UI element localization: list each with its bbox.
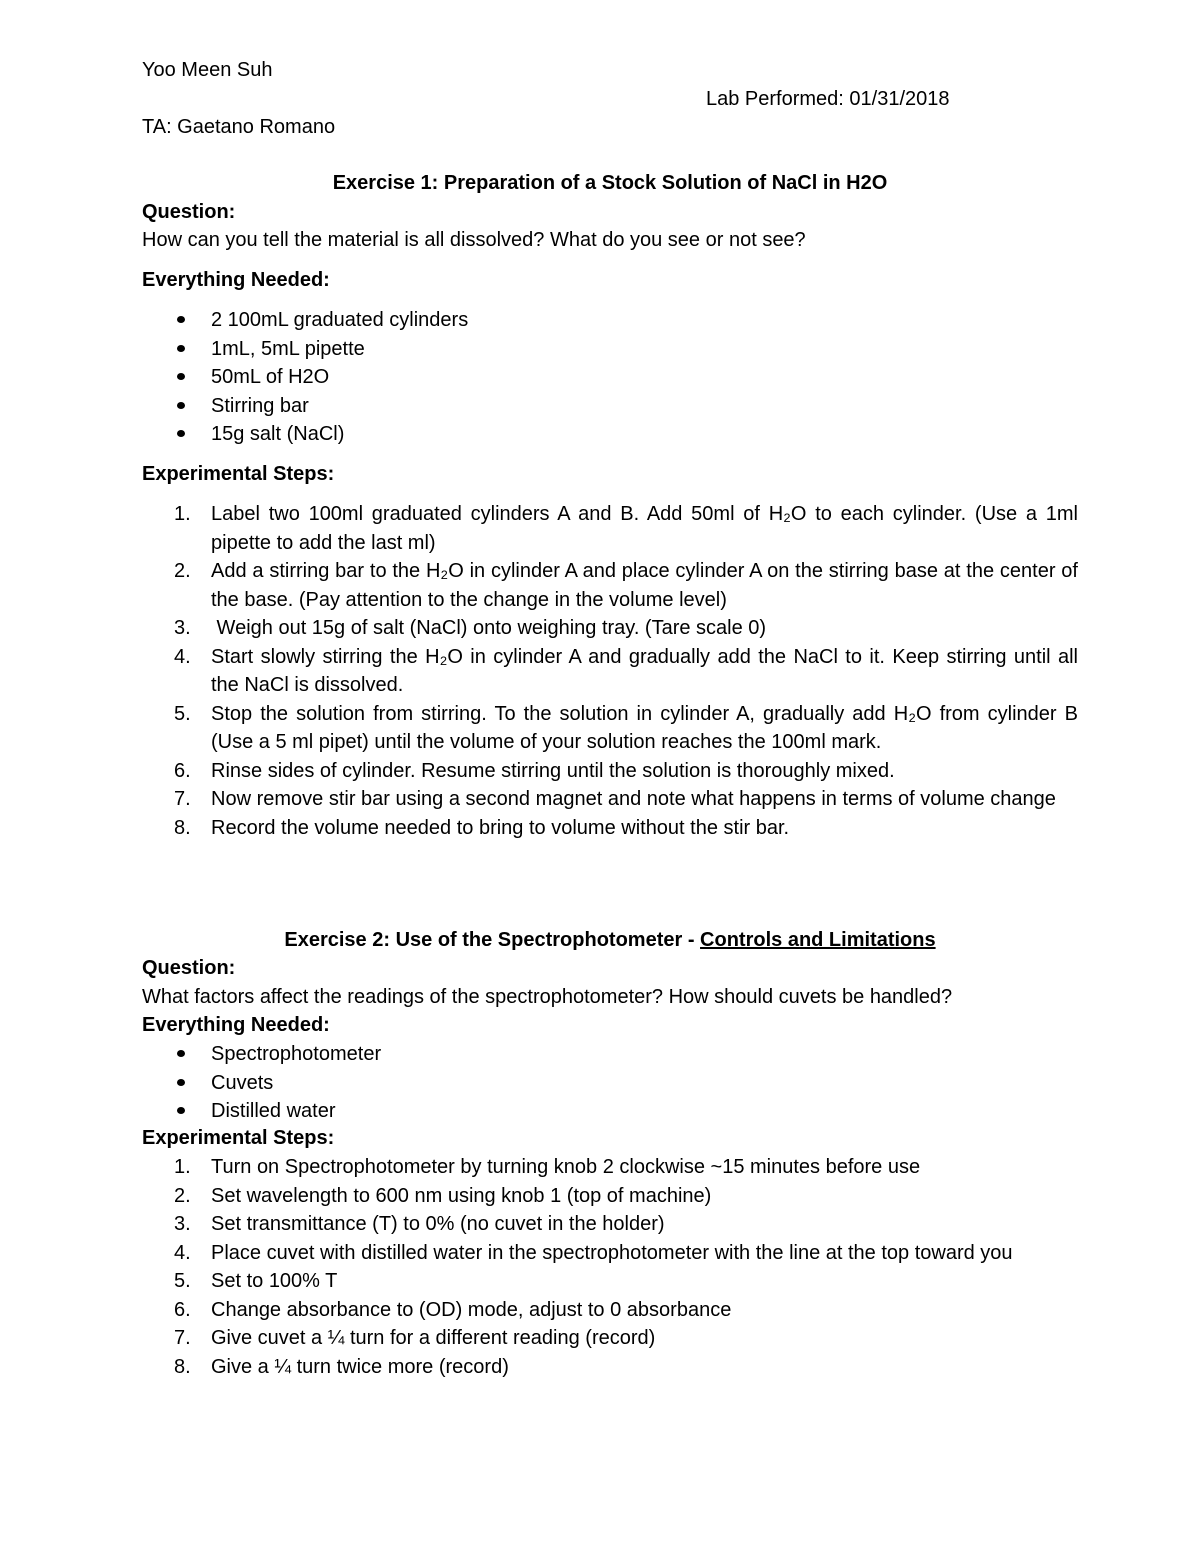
list-item — [142, 557, 1078, 614]
bullet-icon — [177, 402, 185, 409]
bullet-icon — [177, 1079, 185, 1086]
list-item — [142, 1210, 1042, 1239]
step-text: Turn on Spectrophotometer by turning knob 2 clockwise ~15 minutes before use — [211, 1156, 921, 1178]
exercise2-title — [142, 926, 1078, 954]
list-item-text: Distilled water — [211, 1100, 336, 1122]
exercise1-steps-label: Experimental Steps: — [142, 463, 335, 485]
step-text: Change absorbance to (OD) mode, adjust to 0 absorbance — [211, 1298, 732, 1321]
list-item — [142, 1353, 1042, 1382]
exercise2-question: What factors affect the readings of the spectrophotometer? How should cuvets be handled? — [142, 986, 953, 1008]
step-number: 4. — [174, 645, 191, 668]
list-item — [142, 1182, 1042, 1211]
list-item — [142, 420, 1078, 449]
exercise1-title: Exercise 1: Preparation of a Stock Solution of NaCl in H2O — [332, 172, 888, 194]
exercise2-needed-list — [142, 1040, 1078, 1126]
step-number: 3. — [174, 1213, 191, 1235]
list-item — [142, 1040, 1078, 1069]
bullet-icon — [177, 430, 185, 437]
step-number: 3. — [174, 617, 191, 639]
step-number: 8. — [174, 1355, 191, 1378]
lab-date: Lab Performed: 01/31/2018 — [706, 88, 950, 110]
step-number: 7. — [174, 788, 191, 810]
bullet-icon — [177, 373, 185, 380]
bullet-icon — [177, 1107, 185, 1114]
list-item-text: Cuvets — [211, 1071, 274, 1094]
exercise1-steps-list — [142, 500, 1078, 842]
step-number: 8. — [174, 816, 191, 839]
exercise2-title-prefix: Exercise 2: Use of the Spectrophotometer - — [284, 929, 701, 951]
bullet-icon — [177, 345, 185, 352]
list-item — [142, 785, 1078, 814]
step-number: 6. — [174, 1298, 191, 1321]
list-item — [142, 335, 1078, 364]
bullet-icon — [177, 1050, 185, 1057]
list-item — [142, 500, 1078, 557]
list-item — [142, 1324, 1042, 1353]
step-number: 2. — [174, 560, 191, 582]
list-item-text: 15g salt (NaCl) — [211, 423, 345, 445]
step-text: Now remove stir bar using a second magnet and note what happens in terms of volume change — [211, 788, 1056, 810]
list-item — [142, 306, 1078, 335]
list-item — [142, 1069, 1078, 1098]
exercise2-needed-label: Everything Needed: — [142, 1014, 330, 1036]
step-number: 7. — [174, 1327, 191, 1349]
list-item — [142, 643, 1078, 700]
exercise1-question: How can you tell the material is all dissolved? What do you see or not see? — [142, 229, 806, 251]
step-text: Add a stirring bar to the H₂O in cylinder A and place cylinder A on the stirring base at the center of the base. (Pay attention to the change in the volume level) — [211, 560, 1078, 611]
exercise1-needed-list — [142, 306, 1078, 449]
list-item — [142, 700, 1078, 757]
exercise1-question-label: Question: — [142, 201, 236, 223]
step-text: Label two 100ml graduated cylinders A and B. Add 50ml of H₂O to each cylinder. (Use a 1ml pipette to add the last ml) — [211, 503, 1078, 554]
exercise2-steps-label: Experimental Steps: — [142, 1127, 335, 1149]
list-item — [142, 1267, 1042, 1296]
step-number: 5. — [174, 1270, 191, 1292]
list-item — [142, 814, 1078, 843]
step-text: Set wavelength to 600 nm using knob 1 (top of machine) — [211, 1184, 712, 1207]
list-item-text: 50mL of H2O — [211, 366, 330, 388]
step-text: Set to 100% T — [211, 1270, 338, 1292]
step-number: 2. — [174, 1184, 191, 1207]
list-item-text: 1mL, 5mL pipette — [211, 337, 365, 360]
list-item — [142, 1239, 1042, 1268]
ta-name: TA: Gaetano Romano — [142, 116, 336, 138]
step-number: 1. — [174, 1156, 191, 1178]
list-item — [142, 614, 1078, 643]
step-number: 5. — [174, 702, 191, 725]
list-item-text: Spectrophotometer — [211, 1043, 382, 1065]
step-text: Set transmittance (T) to 0% (no cuvet in the holder) — [211, 1213, 665, 1235]
step-text: Start slowly stirring the H₂O in cylinder A and gradually add the NaCl to it. Keep stirring until all the NaCl is dissolved. — [211, 645, 1078, 696]
bullet-icon — [177, 316, 185, 323]
list-item-text: 2 100mL graduated cylinders — [211, 309, 469, 331]
step-number: 4. — [174, 1241, 191, 1264]
list-item-text: Stirring bar — [211, 394, 309, 417]
step-text: Rinse sides of cylinder. Resume stirring until the solution is thoroughly mixed. — [211, 759, 895, 782]
exercise2-title-underlined: Controls and Limitations — [700, 929, 936, 951]
step-text: Give a ¼ turn twice more (record) — [211, 1355, 509, 1378]
list-item — [142, 363, 1078, 392]
step-number: 6. — [174, 759, 191, 782]
list-item — [142, 1153, 1042, 1182]
step-text: Give cuvet a ¼ turn for a different reading (record) — [211, 1327, 656, 1349]
step-text: Place cuvet with distilled water in the spectrophotometer with the line at the top toward you — [211, 1241, 1013, 1264]
exercise1-needed-label: Everything Needed: — [142, 269, 330, 291]
list-item — [142, 392, 1078, 421]
step-text: Weigh out 15g of salt (NaCl) onto weighing tray. (Tare scale 0) — [211, 617, 767, 639]
step-number: 1. — [174, 503, 191, 525]
author-name: Yoo Meen Suh — [142, 59, 273, 81]
exercise2-question-label: Question: — [142, 957, 236, 979]
list-item — [142, 1097, 1078, 1126]
step-text: Record the volume needed to bring to volume without the stir bar. — [211, 816, 790, 839]
exercise2-steps-list — [142, 1153, 1042, 1381]
list-item — [142, 757, 1078, 786]
list-item — [142, 1296, 1042, 1325]
step-text: Stop the solution from stirring. To the solution in cylinder A, gradually add H₂O from cylinder B (Use a 5 ml pipet) until the volume of your solution reaches the 100ml mark. — [211, 702, 1078, 753]
